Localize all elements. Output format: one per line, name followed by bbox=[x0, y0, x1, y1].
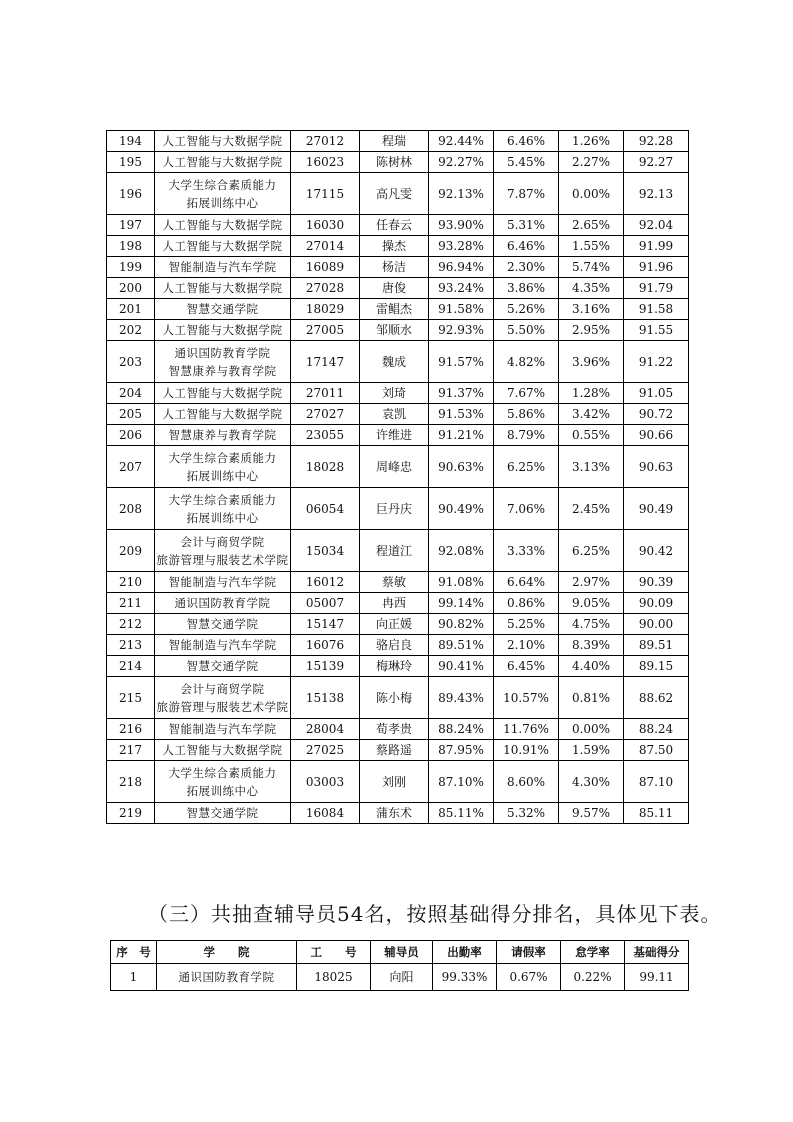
leave-rate-cell: 2.30% bbox=[494, 257, 559, 278]
attendance-rate-cell: 93.90% bbox=[429, 215, 494, 236]
rank-cell: 219 bbox=[107, 803, 155, 824]
absence-rate-cell: 0.55% bbox=[559, 425, 624, 446]
base-score-cell: 92.27 bbox=[624, 152, 689, 173]
counselor-ranking-table bbox=[106, 130, 689, 824]
base-score-cell: 91.22 bbox=[624, 341, 689, 383]
counselor-name-cell: 陈小梅 bbox=[360, 677, 429, 719]
base-score-cell: 91.79 bbox=[624, 278, 689, 299]
attendance-rate-cell: 92.13% bbox=[429, 173, 494, 215]
base-score-cell: 91.55 bbox=[624, 320, 689, 341]
base-score-cell: 89.51 bbox=[624, 635, 689, 656]
table-row bbox=[107, 488, 689, 530]
summary-table-header bbox=[111, 941, 689, 964]
table-row bbox=[107, 341, 689, 383]
rank-cell: 210 bbox=[107, 572, 155, 593]
leave-rate-cell: 3.33% bbox=[494, 530, 559, 572]
college-cell: 智能制造与汽车学院 bbox=[155, 572, 291, 593]
table-row bbox=[107, 152, 689, 173]
leave-rate-cell: 7.06% bbox=[494, 488, 559, 530]
leave-rate-cell: 5.31% bbox=[494, 215, 559, 236]
ranking-table-body bbox=[107, 131, 689, 824]
base-score-cell: 90.09 bbox=[624, 593, 689, 614]
table-row bbox=[107, 593, 689, 614]
base-score-cell: 92.04 bbox=[624, 215, 689, 236]
rank-cell: 207 bbox=[107, 446, 155, 488]
attendance-rate-cell: 91.21% bbox=[429, 425, 494, 446]
base-score-cell: 90.63 bbox=[624, 446, 689, 488]
rank-cell: 208 bbox=[107, 488, 155, 530]
column-header: 基础得分 bbox=[625, 941, 689, 964]
leave-rate-cell: 10.57% bbox=[494, 677, 559, 719]
counselor-name-cell: 刘琦 bbox=[360, 383, 429, 404]
college-cell: 人工智能与大数据学院 bbox=[155, 131, 291, 152]
college-cell: 智慧交通学院 bbox=[155, 656, 291, 677]
table-row bbox=[107, 677, 689, 719]
base-score-cell: 92.28 bbox=[624, 131, 689, 152]
staff-id-cell: 16023 bbox=[291, 152, 360, 173]
leave-rate-cell: 11.76% bbox=[494, 719, 559, 740]
attendance-rate-cell: 92.08% bbox=[429, 530, 494, 572]
table-row bbox=[107, 719, 689, 740]
attendance-rate-cell: 87.95% bbox=[429, 740, 494, 761]
base-score-cell: 90.49 bbox=[624, 488, 689, 530]
leave-rate-cell: 6.46% bbox=[494, 131, 559, 152]
rank-cell: 216 bbox=[107, 719, 155, 740]
staff-id-cell: 18025 bbox=[297, 964, 371, 991]
section-heading: （三）共抽查辅导员54名，按照基础得分排名，具体见下表。 bbox=[148, 902, 722, 926]
attendance-rate-cell: 96.94% bbox=[429, 257, 494, 278]
college-cell: 智慧康养与教育学院 bbox=[155, 425, 291, 446]
college-cell: 大学生综合素质能力 拓展训练中心 bbox=[155, 446, 291, 488]
staff-id-cell: 15034 bbox=[291, 530, 360, 572]
table-row bbox=[107, 215, 689, 236]
staff-id-cell: 15139 bbox=[291, 656, 360, 677]
counselor-name-cell: 许维进 bbox=[360, 425, 429, 446]
college-cell: 智能制造与汽车学院 bbox=[155, 635, 291, 656]
column-header: 怠学率 bbox=[561, 941, 625, 964]
leave-rate-cell: 5.50% bbox=[494, 320, 559, 341]
leave-rate-cell: 2.10% bbox=[494, 635, 559, 656]
counselor-name-cell: 巨丹庆 bbox=[360, 488, 429, 530]
table-row bbox=[107, 614, 689, 635]
column-header: 出勤率 bbox=[433, 941, 497, 964]
rank-cell: 199 bbox=[107, 257, 155, 278]
leave-rate-cell: 7.87% bbox=[494, 173, 559, 215]
absence-rate-cell: 2.65% bbox=[559, 215, 624, 236]
absence-rate-cell: 2.27% bbox=[559, 152, 624, 173]
staff-id-cell: 27025 bbox=[291, 740, 360, 761]
table-row bbox=[107, 635, 689, 656]
staff-id-cell: 27005 bbox=[291, 320, 360, 341]
table-row bbox=[107, 761, 689, 803]
college-cell: 智能制造与汽车学院 bbox=[155, 257, 291, 278]
staff-id-cell: 27027 bbox=[291, 404, 360, 425]
college-cell: 智慧交通学院 bbox=[155, 299, 291, 320]
base-score-cell: 89.15 bbox=[624, 656, 689, 677]
counselor-name-cell: 荀孝贵 bbox=[360, 719, 429, 740]
counselor-name-cell: 刘刚 bbox=[360, 761, 429, 803]
table-row bbox=[107, 257, 689, 278]
attendance-rate-cell: 99.14% bbox=[429, 593, 494, 614]
rank-cell: 197 bbox=[107, 215, 155, 236]
college-cell: 人工智能与大数据学院 bbox=[155, 215, 291, 236]
leave-rate-cell: 5.26% bbox=[494, 299, 559, 320]
attendance-rate-cell: 91.58% bbox=[429, 299, 494, 320]
absence-rate-cell: 3.16% bbox=[559, 299, 624, 320]
leave-rate-cell: 0.67% bbox=[497, 964, 561, 991]
rank-cell: 205 bbox=[107, 404, 155, 425]
base-score-cell: 87.50 bbox=[624, 740, 689, 761]
counselor-name-cell: 骆启良 bbox=[360, 635, 429, 656]
college-cell: 智慧交通学院 bbox=[155, 614, 291, 635]
college-cell: 智慧交通学院 bbox=[155, 803, 291, 824]
rank-cell: 195 bbox=[107, 152, 155, 173]
staff-id-cell: 27028 bbox=[291, 278, 360, 299]
column-header: 请假率 bbox=[497, 941, 561, 964]
attendance-rate-cell: 88.24% bbox=[429, 719, 494, 740]
staff-id-cell: 16089 bbox=[291, 257, 360, 278]
attendance-rate-cell: 90.41% bbox=[429, 656, 494, 677]
table-row bbox=[111, 964, 689, 991]
counselor-name-cell: 蒲东术 bbox=[360, 803, 429, 824]
staff-id-cell: 18029 bbox=[291, 299, 360, 320]
absence-rate-cell: 5.74% bbox=[559, 257, 624, 278]
college-cell: 大学生综合素质能力 拓展训练中心 bbox=[155, 488, 291, 530]
absence-rate-cell: 6.25% bbox=[559, 530, 624, 572]
attendance-rate-cell: 91.57% bbox=[429, 341, 494, 383]
rank-cell: 201 bbox=[107, 299, 155, 320]
attendance-rate-cell: 91.37% bbox=[429, 383, 494, 404]
absence-rate-cell: 4.75% bbox=[559, 614, 624, 635]
counselor-name-cell: 向阳 bbox=[371, 964, 433, 991]
table-row bbox=[107, 131, 689, 152]
college-cell: 人工智能与大数据学院 bbox=[155, 404, 291, 425]
attendance-rate-cell: 92.93% bbox=[429, 320, 494, 341]
attendance-rate-cell: 90.49% bbox=[429, 488, 494, 530]
leave-rate-cell: 6.46% bbox=[494, 236, 559, 257]
absence-rate-cell: 1.59% bbox=[559, 740, 624, 761]
counselor-name-cell: 蔡敏 bbox=[360, 572, 429, 593]
leave-rate-cell: 5.32% bbox=[494, 803, 559, 824]
rank-cell: 200 bbox=[107, 278, 155, 299]
college-cell: 人工智能与大数据学院 bbox=[155, 320, 291, 341]
rank-cell: 196 bbox=[107, 173, 155, 215]
staff-id-cell: 18028 bbox=[291, 446, 360, 488]
absence-rate-cell: 9.05% bbox=[559, 593, 624, 614]
absence-rate-cell: 9.57% bbox=[559, 803, 624, 824]
table-row bbox=[107, 803, 689, 824]
college-cell: 会计与商贸学院 旅游管理与服装艺术学院 bbox=[155, 530, 291, 572]
table-row bbox=[107, 404, 689, 425]
college-cell: 通识国防教育学院 bbox=[155, 593, 291, 614]
absence-rate-cell: 8.39% bbox=[559, 635, 624, 656]
attendance-rate-cell: 91.53% bbox=[429, 404, 494, 425]
rank-cell: 215 bbox=[107, 677, 155, 719]
table-row bbox=[107, 320, 689, 341]
absence-rate-cell: 3.96% bbox=[559, 341, 624, 383]
staff-id-cell: 23055 bbox=[291, 425, 360, 446]
attendance-rate-cell: 93.28% bbox=[429, 236, 494, 257]
counselor-summary-table bbox=[110, 940, 689, 991]
leave-rate-cell: 7.67% bbox=[494, 383, 559, 404]
rank-cell: 211 bbox=[107, 593, 155, 614]
rank-cell: 214 bbox=[107, 656, 155, 677]
counselor-name-cell: 程瑞 bbox=[360, 131, 429, 152]
attendance-rate-cell: 90.63% bbox=[429, 446, 494, 488]
staff-id-cell: 27011 bbox=[291, 383, 360, 404]
rank-cell: 1 bbox=[111, 964, 157, 991]
counselor-name-cell: 杨洁 bbox=[360, 257, 429, 278]
counselor-name-cell: 周峰忠 bbox=[360, 446, 429, 488]
attendance-rate-cell: 89.43% bbox=[429, 677, 494, 719]
attendance-rate-cell: 91.08% bbox=[429, 572, 494, 593]
attendance-rate-cell: 92.44% bbox=[429, 131, 494, 152]
table-row bbox=[107, 740, 689, 761]
counselor-name-cell: 高凡雯 bbox=[360, 173, 429, 215]
counselor-name-cell: 冉西 bbox=[360, 593, 429, 614]
staff-id-cell: 16076 bbox=[291, 635, 360, 656]
leave-rate-cell: 4.82% bbox=[494, 341, 559, 383]
base-score-cell: 90.39 bbox=[624, 572, 689, 593]
base-score-cell: 90.00 bbox=[624, 614, 689, 635]
leave-rate-cell: 5.45% bbox=[494, 152, 559, 173]
rank-cell: 203 bbox=[107, 341, 155, 383]
rank-cell: 198 bbox=[107, 236, 155, 257]
absence-rate-cell: 4.35% bbox=[559, 278, 624, 299]
absence-rate-cell: 4.40% bbox=[559, 656, 624, 677]
staff-id-cell: 06054 bbox=[291, 488, 360, 530]
base-score-cell: 91.05 bbox=[624, 383, 689, 404]
summary-table-body bbox=[111, 964, 689, 991]
college-cell: 人工智能与大数据学院 bbox=[155, 236, 291, 257]
leave-rate-cell: 5.25% bbox=[494, 614, 559, 635]
leave-rate-cell: 6.45% bbox=[494, 656, 559, 677]
absence-rate-cell: 1.28% bbox=[559, 383, 624, 404]
absence-rate-cell: 0.00% bbox=[559, 173, 624, 215]
counselor-name-cell: 魏成 bbox=[360, 341, 429, 383]
staff-id-cell: 27012 bbox=[291, 131, 360, 152]
rank-cell: 194 bbox=[107, 131, 155, 152]
staff-id-cell: 16012 bbox=[291, 572, 360, 593]
staff-id-cell: 15138 bbox=[291, 677, 360, 719]
college-cell: 人工智能与大数据学院 bbox=[155, 383, 291, 404]
rank-cell: 212 bbox=[107, 614, 155, 635]
base-score-cell: 88.62 bbox=[624, 677, 689, 719]
absence-rate-cell: 1.26% bbox=[559, 131, 624, 152]
base-score-cell: 88.24 bbox=[624, 719, 689, 740]
attendance-rate-cell: 93.24% bbox=[429, 278, 494, 299]
college-cell: 人工智能与大数据学院 bbox=[155, 152, 291, 173]
leave-rate-cell: 10.91% bbox=[494, 740, 559, 761]
base-score-cell: 91.96 bbox=[624, 257, 689, 278]
college-cell: 人工智能与大数据学院 bbox=[155, 740, 291, 761]
counselor-name-cell: 蔡路遥 bbox=[360, 740, 429, 761]
base-score-cell: 91.99 bbox=[624, 236, 689, 257]
absence-rate-cell: 3.13% bbox=[559, 446, 624, 488]
counselor-name-cell: 邹顺水 bbox=[360, 320, 429, 341]
college-cell: 人工智能与大数据学院 bbox=[155, 278, 291, 299]
leave-rate-cell: 6.64% bbox=[494, 572, 559, 593]
college-cell: 通识国防教育学院 智慧康养与教育学院 bbox=[155, 341, 291, 383]
attendance-rate-cell: 87.10% bbox=[429, 761, 494, 803]
absence-rate-cell: 0.81% bbox=[559, 677, 624, 719]
counselor-name-cell: 向正媛 bbox=[360, 614, 429, 635]
attendance-rate-cell: 99.33% bbox=[433, 964, 497, 991]
counselor-name-cell: 袁凯 bbox=[360, 404, 429, 425]
column-header: 学 院 bbox=[157, 941, 297, 964]
staff-id-cell: 05007 bbox=[291, 593, 360, 614]
staff-id-cell: 27014 bbox=[291, 236, 360, 257]
leave-rate-cell: 6.25% bbox=[494, 446, 559, 488]
rank-cell: 213 bbox=[107, 635, 155, 656]
table-row bbox=[107, 446, 689, 488]
base-score-cell: 99.11 bbox=[625, 964, 689, 991]
absence-rate-cell: 0.00% bbox=[559, 719, 624, 740]
rank-cell: 206 bbox=[107, 425, 155, 446]
staff-id-cell: 17115 bbox=[291, 173, 360, 215]
staff-id-cell: 15147 bbox=[291, 614, 360, 635]
leave-rate-cell: 3.86% bbox=[494, 278, 559, 299]
absence-rate-cell: 2.95% bbox=[559, 320, 624, 341]
rank-cell: 218 bbox=[107, 761, 155, 803]
absence-rate-cell: 4.30% bbox=[559, 761, 624, 803]
table-row bbox=[107, 383, 689, 404]
counselor-name-cell: 唐俊 bbox=[360, 278, 429, 299]
table-row bbox=[107, 173, 689, 215]
college-cell: 会计与商贸学院 旅游管理与服装艺术学院 bbox=[155, 677, 291, 719]
absence-rate-cell: 0.22% bbox=[561, 964, 625, 991]
counselor-name-cell: 任春云 bbox=[360, 215, 429, 236]
column-header: 工 号 bbox=[297, 941, 371, 964]
base-score-cell: 85.11 bbox=[624, 803, 689, 824]
rank-cell: 209 bbox=[107, 530, 155, 572]
base-score-cell: 90.42 bbox=[624, 530, 689, 572]
counselor-name-cell: 程道江 bbox=[360, 530, 429, 572]
absence-rate-cell: 2.45% bbox=[559, 488, 624, 530]
counselor-name-cell: 梅琳玲 bbox=[360, 656, 429, 677]
leave-rate-cell: 5.86% bbox=[494, 404, 559, 425]
table-row bbox=[107, 656, 689, 677]
column-header: 辅导员 bbox=[371, 941, 433, 964]
absence-rate-cell: 1.55% bbox=[559, 236, 624, 257]
rank-cell: 217 bbox=[107, 740, 155, 761]
attendance-rate-cell: 89.51% bbox=[429, 635, 494, 656]
staff-id-cell: 16030 bbox=[291, 215, 360, 236]
attendance-rate-cell: 92.27% bbox=[429, 152, 494, 173]
column-header: 序 号 bbox=[111, 941, 157, 964]
leave-rate-cell: 0.86% bbox=[494, 593, 559, 614]
base-score-cell: 90.72 bbox=[624, 404, 689, 425]
counselor-name-cell: 雷鲳杰 bbox=[360, 299, 429, 320]
college-cell: 智能制造与汽车学院 bbox=[155, 719, 291, 740]
table-row bbox=[107, 299, 689, 320]
table-row bbox=[107, 236, 689, 257]
base-score-cell: 87.10 bbox=[624, 761, 689, 803]
leave-rate-cell: 8.79% bbox=[494, 425, 559, 446]
staff-id-cell: 17147 bbox=[291, 341, 360, 383]
absence-rate-cell: 3.42% bbox=[559, 404, 624, 425]
attendance-rate-cell: 85.11% bbox=[429, 803, 494, 824]
staff-id-cell: 03003 bbox=[291, 761, 360, 803]
staff-id-cell: 28004 bbox=[291, 719, 360, 740]
absence-rate-cell: 2.97% bbox=[559, 572, 624, 593]
table-row bbox=[107, 278, 689, 299]
college-cell: 大学生综合素质能力 拓展训练中心 bbox=[155, 173, 291, 215]
college-cell: 大学生综合素质能力 拓展训练中心 bbox=[155, 761, 291, 803]
table-row bbox=[107, 425, 689, 446]
rank-cell: 204 bbox=[107, 383, 155, 404]
base-score-cell: 92.13 bbox=[624, 173, 689, 215]
counselor-name-cell: 操杰 bbox=[360, 236, 429, 257]
rank-cell: 202 bbox=[107, 320, 155, 341]
base-score-cell: 90.66 bbox=[624, 425, 689, 446]
table-row bbox=[107, 530, 689, 572]
base-score-cell: 91.58 bbox=[624, 299, 689, 320]
table-row bbox=[107, 572, 689, 593]
leave-rate-cell: 8.60% bbox=[494, 761, 559, 803]
attendance-rate-cell: 90.82% bbox=[429, 614, 494, 635]
staff-id-cell: 16084 bbox=[291, 803, 360, 824]
counselor-name-cell: 陈树林 bbox=[360, 152, 429, 173]
college-cell: 通识国防教育学院 bbox=[157, 964, 297, 991]
